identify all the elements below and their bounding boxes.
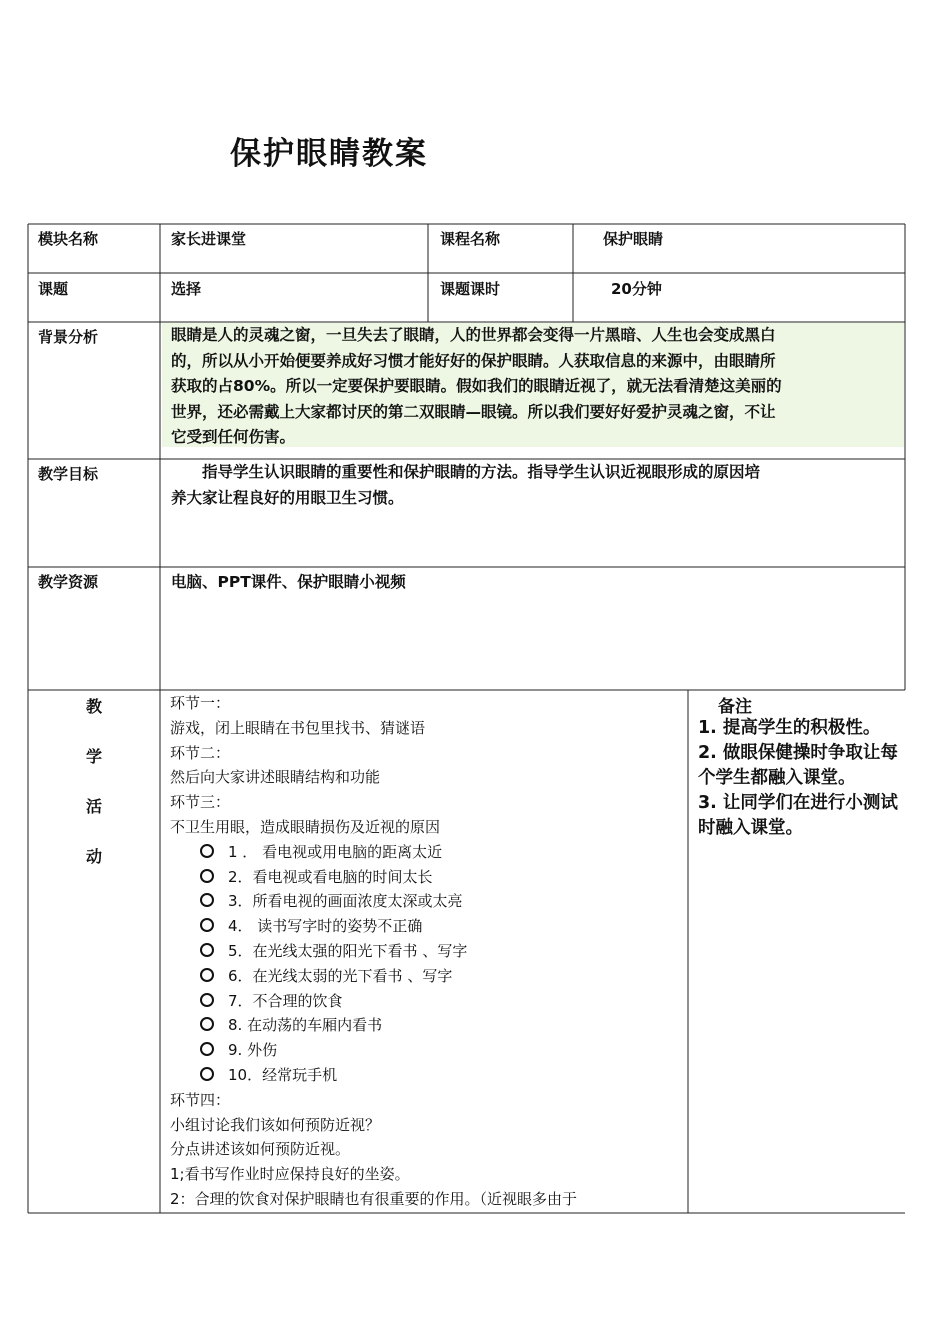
list-item xyxy=(170,989,685,1014)
step-heading: 环节二： xyxy=(170,743,231,762)
text-line: 它受到任何伤害。 xyxy=(171,428,296,446)
circle-bullet-icon xyxy=(200,918,214,932)
list-item xyxy=(170,1013,685,1038)
step-heading: 环节一： xyxy=(170,694,231,712)
step-heading: 环节三： xyxy=(170,793,231,812)
resources-value: 电脑、PPT课件、保护眼睛小视频 xyxy=(171,573,406,591)
circle-bullet-icon xyxy=(200,968,214,982)
list-item xyxy=(170,1038,685,1063)
list-item xyxy=(170,865,685,890)
list-item-text: 2．看电视或看电脑的时间太长 xyxy=(228,867,433,886)
step-text: 1;看书写作业时应保持良好的坐姿。 xyxy=(170,1165,410,1184)
list-item xyxy=(170,964,685,989)
list-item-text: 6．在光线太弱的光下看书 、写字 xyxy=(228,966,453,985)
list-item-text: 3．所看电视的画面浓度太深或太亮 xyxy=(228,892,463,911)
note-item: 1. 提高学生的积极性。 xyxy=(698,718,881,738)
background-label: 背景分析 xyxy=(38,328,99,346)
topic-label: 课题 xyxy=(38,280,69,298)
list-item-text: 1 ． 看电视或用电脑的距离太近 xyxy=(228,842,443,861)
list-item-text: 8. 在动荡的车厢内看书 xyxy=(228,1016,383,1035)
topic-value: 选择 xyxy=(171,280,202,298)
text-line: 世界，还必需戴上大家都讨厌的第二双眼睛—眼镜。所以我们要好好爱护灵魂之窗，不让 xyxy=(171,402,776,421)
text-line: 养大家让程良好的用眼卫生习惯。 xyxy=(171,488,404,507)
activity-label-char: 教 xyxy=(86,697,103,716)
note-item: 2. 做眼保健操时争取让每个学生都融入课堂。 xyxy=(698,743,898,788)
circle-bullet-icon xyxy=(200,1067,214,1081)
background-text xyxy=(171,323,899,451)
text-line: 的，所以从小开始便要养成好习惯才能好好的保护眼睛。人获取信息的来源中，由眼睛所 xyxy=(171,351,776,370)
circle-bullet-icon xyxy=(200,993,214,1007)
goal-text xyxy=(171,460,899,511)
text-line: 眼睛是人的灵魂之窗，一旦失去了眼睛，人的世界都会变得一片黑暗、人生也会变成黑白 xyxy=(171,326,776,344)
step-text: 2：合理的饮食对保护眼睛也有很重要的作用。（近视眼多由于 xyxy=(170,1189,578,1208)
note-item: 3. 让同学们在进行小测试时融入课堂。 xyxy=(698,793,898,838)
activity-label-char: 学 xyxy=(86,747,103,766)
text-line: 指导学生认识眼睛的重要性和保护眼睛的方法。指导学生认识近视眼形成的原因培 xyxy=(171,463,761,481)
lesson-hours-label: 课题课时 xyxy=(440,280,501,298)
list-item-text: 9. 外伤 xyxy=(228,1041,278,1060)
list-item xyxy=(170,840,685,865)
notes-list xyxy=(698,716,898,841)
circle-bullet-icon xyxy=(200,1042,214,1056)
step-text: 然后向大家讲述眼睛结构和功能 xyxy=(170,768,381,787)
activity-content xyxy=(170,691,685,1212)
text-line: 获取的占80%。所以一定要保护要眼睛。假如我们的眼睛近视了，就无法看清楚这美丽的 xyxy=(171,377,782,395)
list-item-text: 10．经常玩手机 xyxy=(228,1065,338,1084)
course-label: 课程名称 xyxy=(440,230,501,248)
list-item-text: 5．在光线太强的阳光下看书 、写字 xyxy=(228,941,468,960)
list-item-text: 4． 读书写字时的姿势不正确 xyxy=(228,917,423,936)
notes-title: 备注 xyxy=(718,697,752,717)
page-title: 保护眼睛教案 xyxy=(230,136,428,172)
list-item-text: 7．不合理的饮食 xyxy=(228,991,343,1010)
lesson-hours-value: 20分钟 xyxy=(611,280,662,298)
list-item xyxy=(170,1063,685,1088)
circle-bullet-icon xyxy=(200,1017,214,1031)
list-item xyxy=(170,939,685,964)
circle-bullet-icon xyxy=(200,869,214,883)
course-value: 保护眼睛 xyxy=(603,230,664,248)
step-heading: 环节四： xyxy=(170,1090,231,1109)
resources-label: 教学资源 xyxy=(38,573,99,591)
list-item xyxy=(170,889,685,914)
circle-bullet-icon xyxy=(200,893,214,907)
activity-label-char: 活 xyxy=(86,797,103,816)
goal-label: 教学目标 xyxy=(38,465,99,483)
circle-bullet-icon xyxy=(200,844,214,858)
step-text: 不卫生用眼，造成眼睛损伤及近视的原因 xyxy=(170,817,441,836)
step-text: 游戏，闭上眼睛在书包里找书、猜谜语 xyxy=(170,718,426,737)
step-text: 小组讨论我们该如何预防近视？ xyxy=(170,1115,381,1134)
module-label: 模块名称 xyxy=(38,230,99,248)
activity-label-char: 动 xyxy=(86,847,103,866)
circle-bullet-icon xyxy=(200,943,214,957)
step-text: 分点讲述该如何预防近视。 xyxy=(170,1140,351,1159)
module-value: 家长进课堂 xyxy=(171,230,247,248)
list-item xyxy=(170,914,685,939)
